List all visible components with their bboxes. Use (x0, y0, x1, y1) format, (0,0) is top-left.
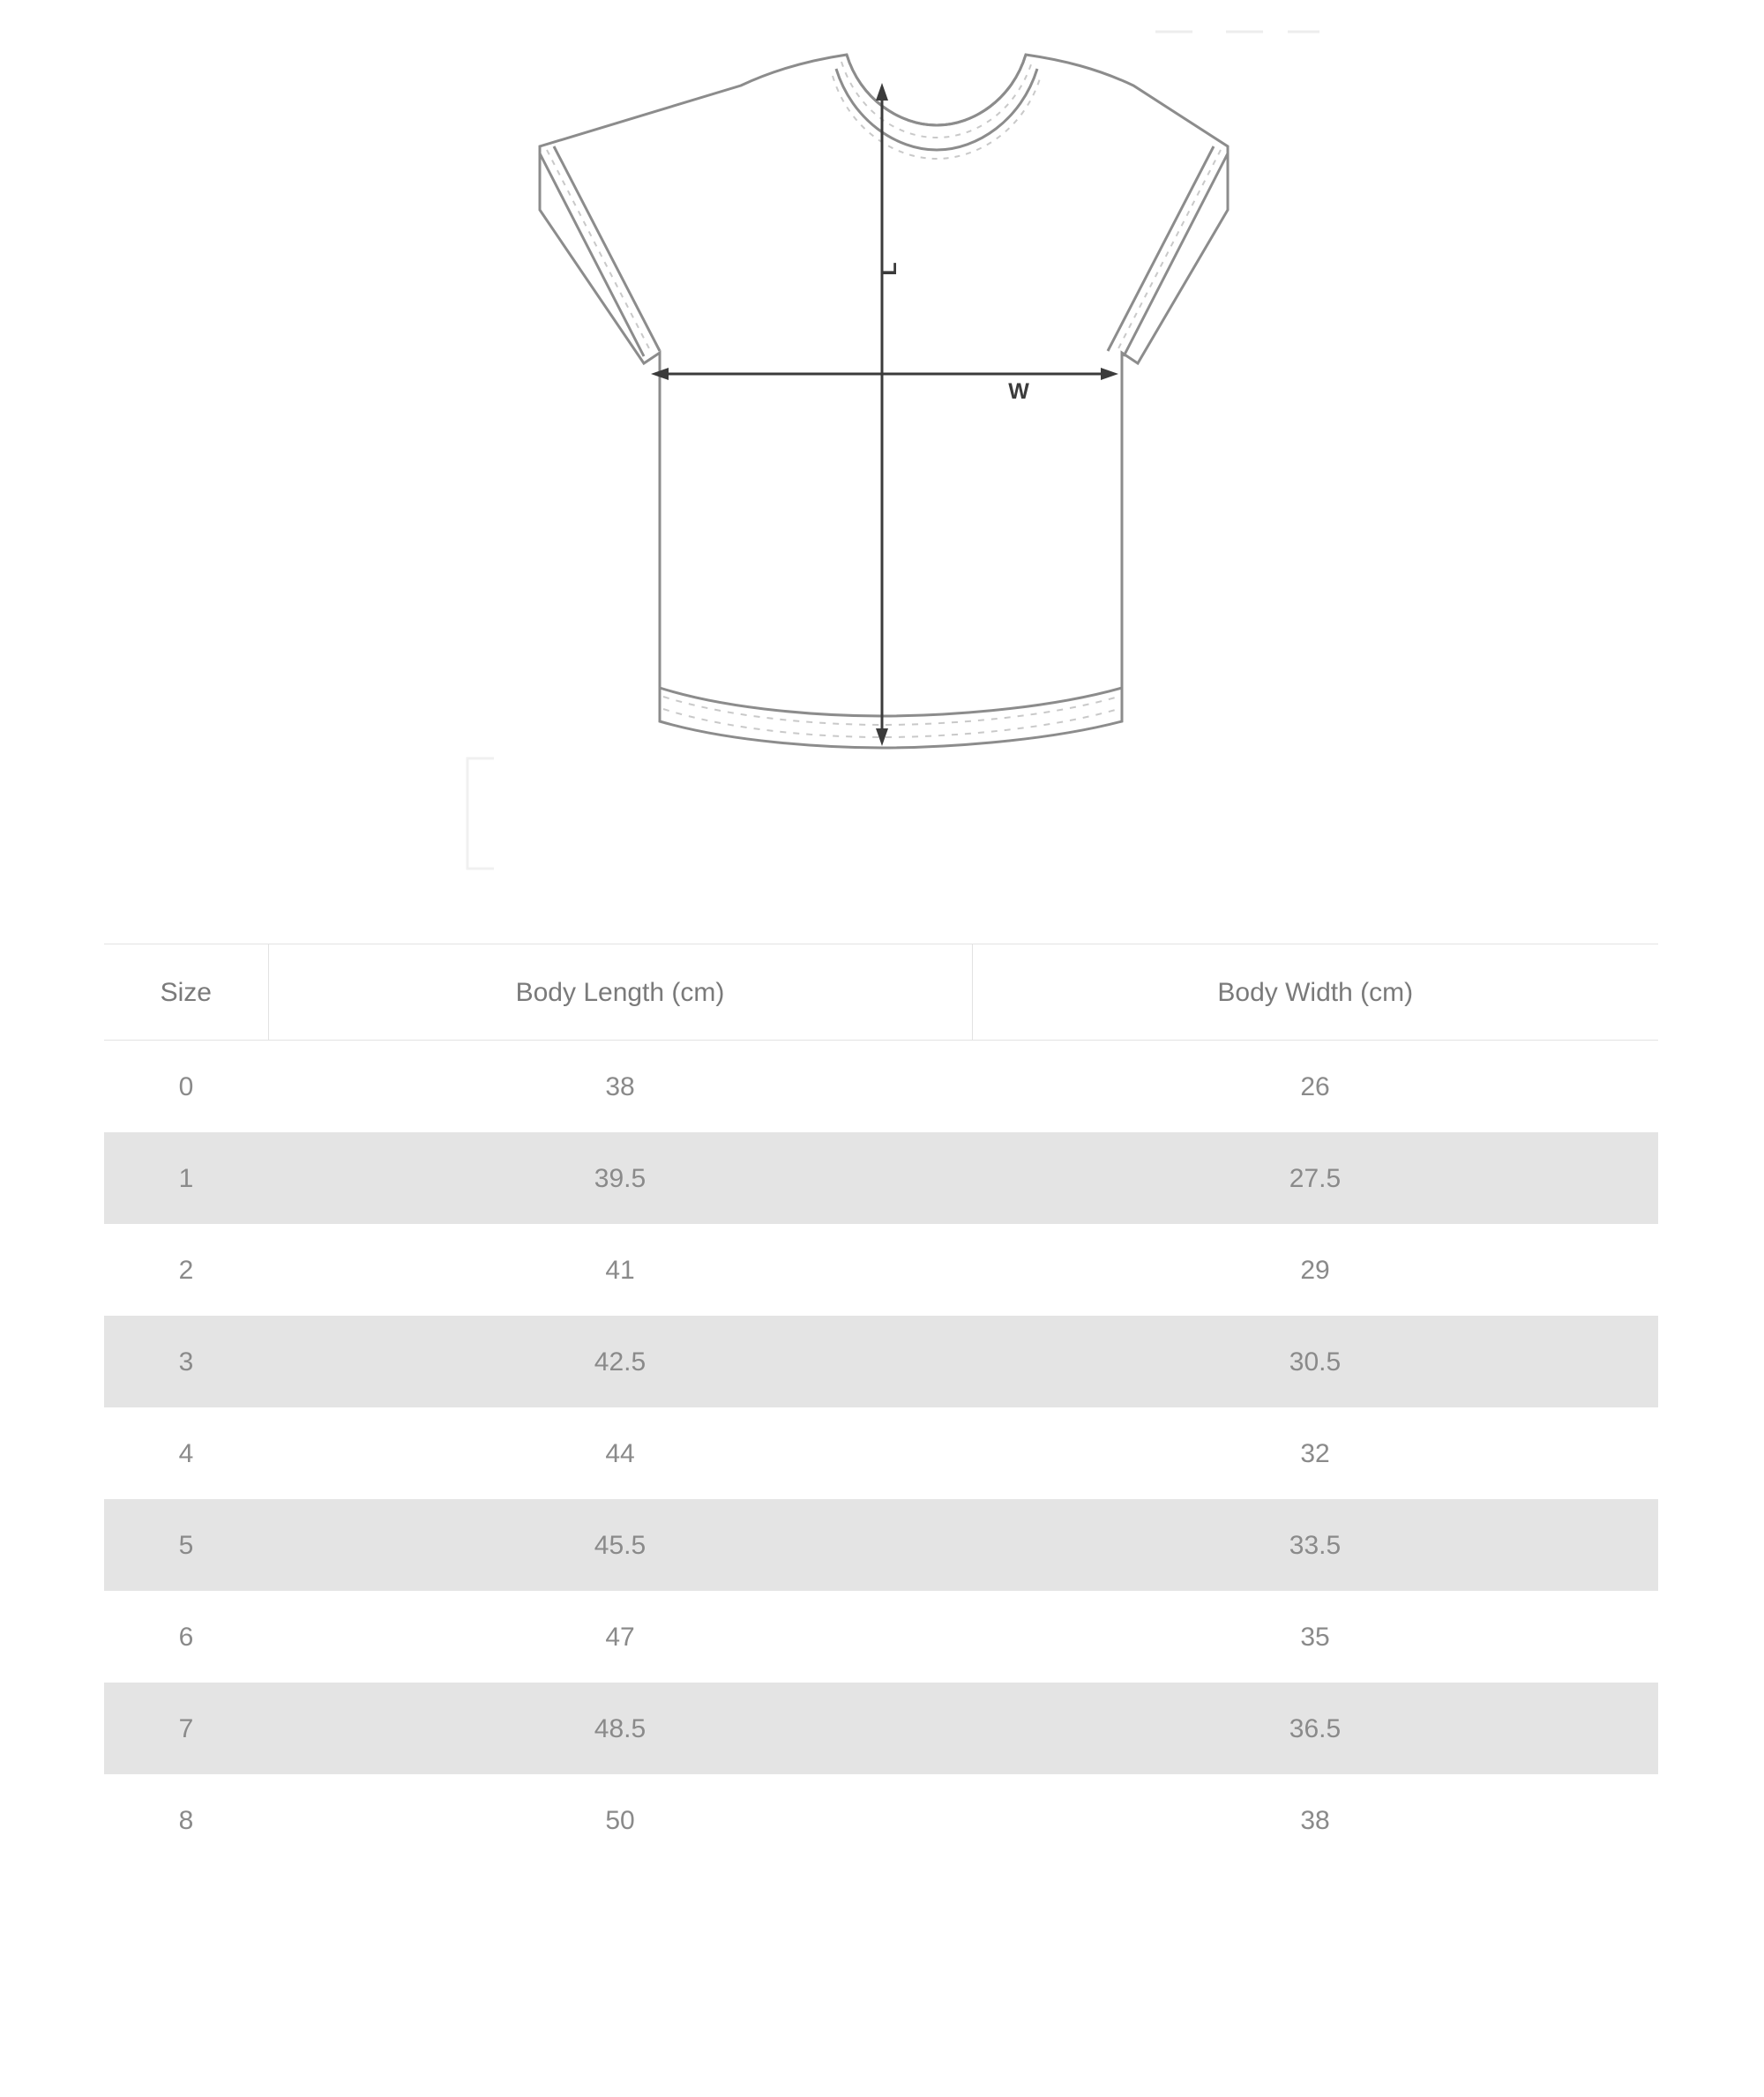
table-row (104, 1499, 1658, 1591)
cell-size: 6 (178, 1623, 194, 1652)
cell-size: 5 (178, 1531, 194, 1560)
cell-body-length: 42.5 (594, 1347, 647, 1377)
cell-size: 4 (178, 1439, 194, 1468)
cell-body-length: 44 (605, 1439, 635, 1468)
cell-body-length: 39.5 (594, 1164, 647, 1193)
table-row (104, 1132, 1658, 1224)
cell-size: 3 (178, 1347, 194, 1377)
shirt-outline (540, 55, 1228, 748)
cell-body-width: 27.5 (1289, 1164, 1342, 1193)
cell-size: 0 (178, 1072, 194, 1101)
cell-body-length: 47 (605, 1623, 635, 1652)
table-row (104, 1041, 1658, 1133)
cell-body-length: 48.5 (594, 1714, 647, 1743)
table-row (104, 1316, 1658, 1407)
cell-body-width: 38 (1300, 1806, 1330, 1835)
collar-outline (836, 55, 1037, 150)
cell-body-length: 41 (605, 1256, 635, 1285)
cell-body-width: 32 (1300, 1439, 1330, 1468)
column-header-body-width: Body Width (cm) (1217, 978, 1414, 1007)
collar-stitching (833, 62, 1041, 159)
cell-body-width: 33.5 (1289, 1531, 1342, 1560)
sleeve-hems (540, 146, 1228, 356)
cell-size: 8 (178, 1806, 194, 1835)
size-table-container (104, 944, 1658, 1866)
cell-body-length: 38 (605, 1072, 635, 1101)
size-table (104, 944, 1658, 1866)
cell-body-width: 26 (1300, 1072, 1330, 1101)
cell-body-width: 36.5 (1289, 1714, 1342, 1743)
table-row (104, 1683, 1658, 1774)
cell-body-width: 35 (1300, 1623, 1330, 1652)
length-label: L (877, 262, 901, 276)
table-header-row (104, 944, 1658, 1041)
length-arrow (876, 83, 888, 746)
cell-size: 7 (178, 1714, 194, 1743)
table-body (104, 1041, 1658, 1867)
tshirt-diagram-svg (0, 0, 1764, 908)
cell-body-width: 30.5 (1289, 1347, 1342, 1377)
cell-body-length: 45.5 (594, 1531, 647, 1560)
table-row (104, 1774, 1658, 1866)
table-row (104, 1224, 1658, 1316)
cell-body-width: 29 (1300, 1256, 1330, 1285)
width-arrow (651, 368, 1118, 380)
table-row (104, 1407, 1658, 1499)
cell-size: 1 (178, 1164, 194, 1193)
cell-body-length: 50 (605, 1806, 635, 1835)
sleeve-stitching (547, 150, 1221, 354)
table-row (104, 1591, 1658, 1683)
table-header (104, 944, 1658, 1041)
tshirt-diagram (0, 0, 1764, 908)
cell-size: 2 (178, 1256, 194, 1285)
width-label: W (1008, 379, 1029, 404)
decorative-bracket (467, 758, 494, 869)
column-header-body-length: Body Length (cm) (268, 944, 972, 1041)
column-header-size: Size (104, 944, 268, 1041)
